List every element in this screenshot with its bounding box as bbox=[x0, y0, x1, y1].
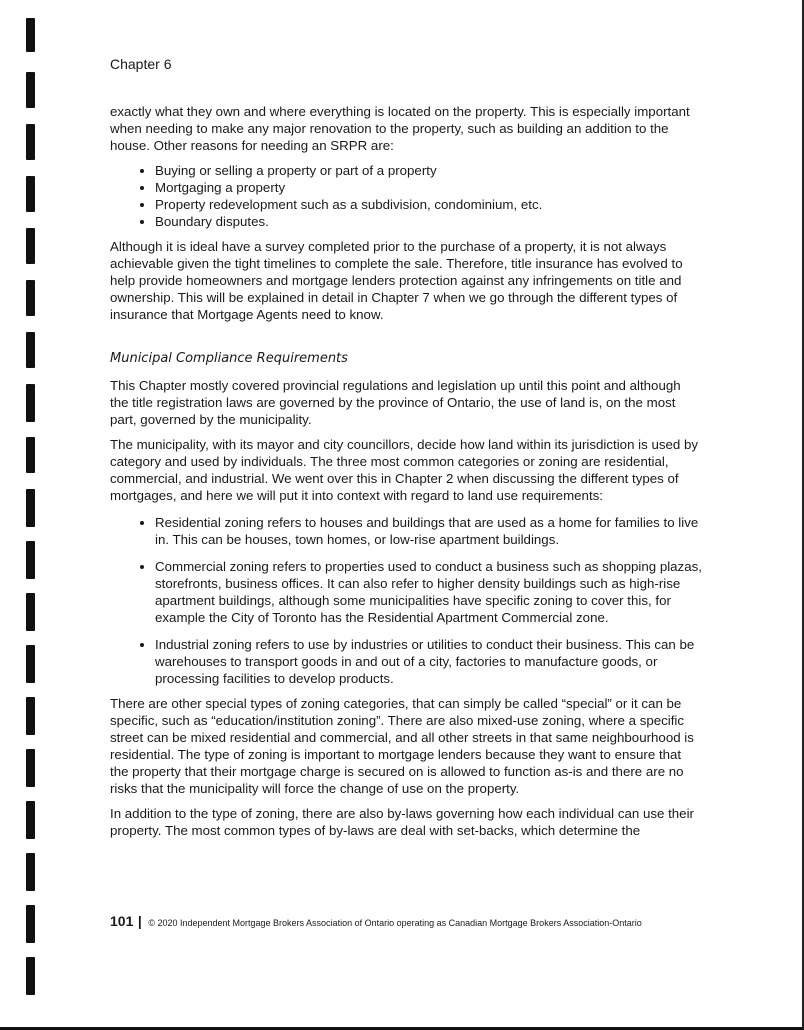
list-item: • Mortgaging a property bbox=[155, 179, 702, 196]
list-item: • Buying or selling a property or part of a property bbox=[155, 162, 702, 179]
copyright-notice: © 2020 Independent Mortgage Brokers Association of Ontario operating as Canadian Mortgage Brokers Association-Ontario bbox=[148, 918, 642, 928]
punch-mark bbox=[26, 437, 35, 473]
punch-mark bbox=[26, 18, 35, 52]
section-heading bbox=[110, 349, 702, 367]
paragraph-srpr-intro: exactly what they own and where everything is located on the property. This is especially important when needing to make any major renovation to the property, such as building an addition to the house. Other reasons for needing an SRPR are: bbox=[110, 104, 690, 153]
page-body bbox=[110, 103, 702, 847]
punch-mark bbox=[26, 489, 35, 527]
punch-mark bbox=[26, 957, 35, 995]
punch-mark bbox=[26, 697, 35, 735]
punch-mark bbox=[26, 905, 35, 943]
section-heading-text: Municipal Compliance Requirements bbox=[110, 351, 348, 366]
list-item: • Commercial zoning refers to properties used to conduct a business such as shopping plazas, storefronts, business offices. It can also refer to higher density buildings such as high-rise apartment buildings, although some municipalities have specific zoning to cover this, for example the City of Toronto has the Residential Apartment Commercial zone. bbox=[155, 558, 702, 626]
list-item: • Property redevelopment such as a subdivision, condominium, etc. bbox=[155, 196, 702, 213]
paragraph-special-zoning: There are other special types of zoning categories, that can simply be called “special” or it can be specific, such as “education/institution zoning”. There are also mixed-use zoning, where a specific street can be mixed residential and commercial, and all other streets in that same neighbourhood is residential. The type of zoning is important to mortgage lenders because they want to ensure that the property that their mortgage charge is secured on is allowed to function as-is and there are no risks that the municipality will force the change of use on the property. bbox=[110, 696, 694, 796]
paragraph-by-laws: In addition to the type of zoning, there are also by-laws governing how each individual can use their property. The most common types of by-laws are deal with set-backs, which determine the bbox=[110, 806, 694, 838]
punch-mark bbox=[26, 332, 35, 368]
punch-mark bbox=[26, 853, 35, 891]
list-item: • Industrial zoning refers to use by industries or utilities to conduct their business. This can be warehouses to transport goods in and out of a city, factories to manufacture goods, or processing facilities to develop products. bbox=[155, 636, 702, 687]
punch-mark bbox=[26, 645, 35, 683]
punch-mark bbox=[26, 593, 35, 631]
punch-mark bbox=[26, 228, 35, 264]
punch-mark bbox=[26, 541, 35, 579]
chapter-header: Chapter 6 bbox=[110, 56, 172, 72]
punch-mark bbox=[26, 801, 35, 839]
punch-mark bbox=[26, 280, 35, 316]
list-item: • Residential zoning refers to houses and buildings that are used as a home for families to live in. This can be houses, town homes, or low-rise apartment buildings. bbox=[155, 514, 702, 548]
list-item: • Boundary disputes. bbox=[155, 213, 702, 230]
punch-mark bbox=[26, 124, 35, 160]
footer-separator: | bbox=[137, 913, 142, 929]
punch-mark bbox=[26, 176, 35, 212]
paragraph-municipality: The municipality, with its mayor and city councillors, decide how land within its jurisdiction is used by category and used by individuals. The three most common categories or zoning are residential, commercial, and industrial. We went over this in Chapter 2 when discussing the different types of mortgages, and here we will put it into context with regard to land use requirements: bbox=[110, 437, 699, 503]
paragraph-provincial-regulations: This Chapter mostly covered provincial regulations and legislation up until this point and although the title registration laws are governed by the province of Ontario, the use of land is, on the most part, governed by the municipality. bbox=[110, 378, 681, 427]
paragraph-title-insurance: Although it is ideal have a survey completed prior to the purchase of a property, it is not always achievable given the tight timelines to complete the sale. Therefore, title insurance has evolved to help provide homeowners and mortgage lenders protection against any infringements on title and ownership. This will be explained in detail in Chapter 7 when we go through the different types of insurance that Mortgage Agents need to know. bbox=[110, 239, 683, 322]
srpr-reasons-list bbox=[110, 162, 702, 230]
page-number: 101 bbox=[110, 913, 134, 929]
page-footer bbox=[110, 913, 730, 929]
punch-mark bbox=[26, 749, 35, 787]
punch-mark bbox=[26, 72, 35, 108]
zoning-types-list bbox=[110, 514, 702, 687]
punch-mark bbox=[26, 384, 35, 422]
